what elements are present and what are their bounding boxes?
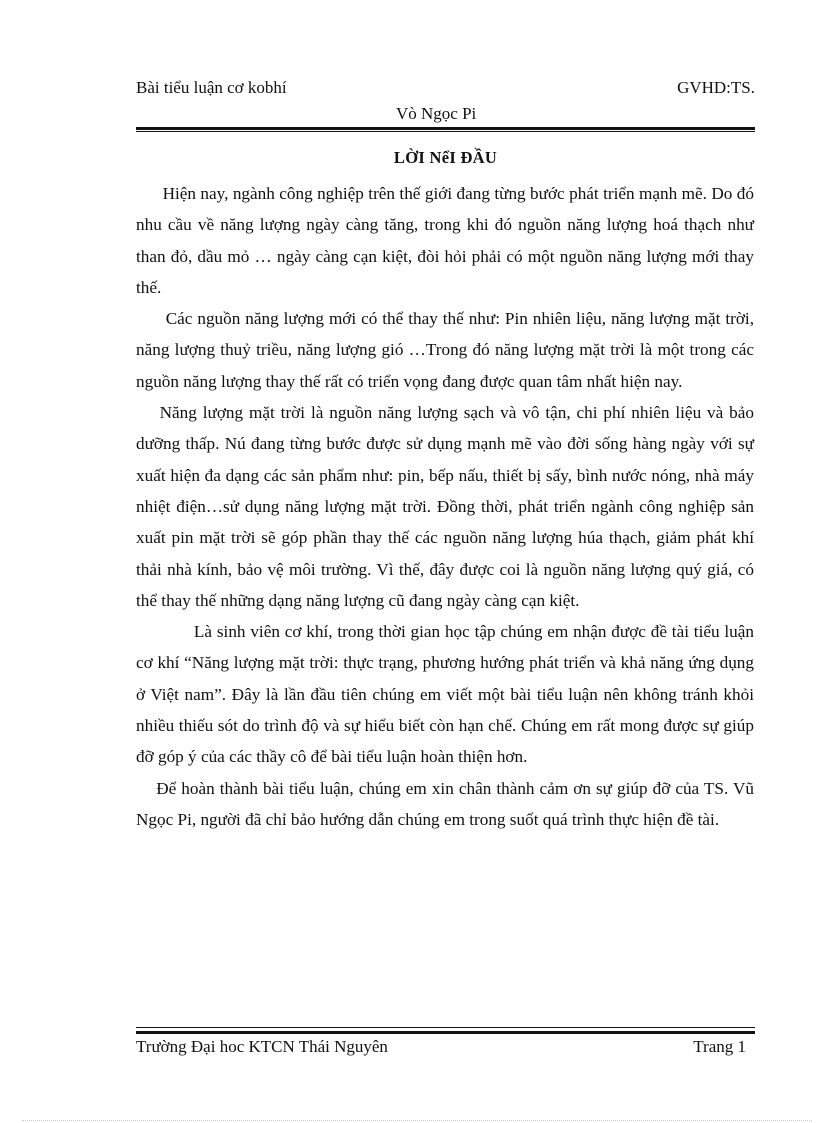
paragraph: Để hoàn thành bài tiểu luận, chúng em xin chân thành cảm ơn sự giúp đỡ của TS. Vũ Ngọc Pi, người đã chỉ bảo hướng dẫn chúng em trong suốt quá trình thực hiện đề tài. <box>136 778 755 829</box>
page-header <box>136 78 755 102</box>
document-body <box>136 178 754 835</box>
paragraph: Hiện nay, ngành công nghiệp trên thế giới đang từng bước phát triển mạnh mẽ. Do đó nhu cầu về năng lượng ngày càng tăng, trong khi đó nguồn năng lượng hoá thạch như than đỏ, dầu mỏ … ngày càng cạn kiệt, đòi hỏi phải có một nguồn năng lượng mới thay thế. <box>136 184 754 297</box>
header-left-text: Bài tiểu luận cơ kobhí <box>136 78 287 97</box>
header-rule <box>136 127 755 130</box>
paragraph: Các nguồn năng lượng mới có thể thay thế như: Pin nhiên liệu, năng lượng mặt trời, năng lượng thuỷ triều, năng lượng gió …Trong đó năng lượng mặt trời là một trong các nguồn năng lượng thay thế rất có triển vọng đang được quan tâm nhất hiện nay. <box>136 309 755 391</box>
header-right-text: GVHD:TS. <box>677 78 755 97</box>
paragraph: Năng lượng mặt trời là nguồn năng lượng sạch và vô tận, chi phí nhiên liệu và bảo dưỡng thấp. Nú đang từng bước được sử dụng mạnh mẽ vào đời sống hàng ngày với sự xuất hiện đa dạng các sản phẩm như: pin, bếp nấu, thiết bị sấy, bình nước nóng, nhà máy nhiệt điện…sử dụng năng lượng mặt trời. Đồng thời, phát triển ngành công nghiệp sản xuất pin mặt trời sẽ góp phần thay thế các nguồn năng lượng húa thạch, giảm phát khí thải nhà kính, bảo vệ môi trường. Vì thế, đây được coi là nguồn năng lượng quý giá, có thể thay thế những dạng năng lượng cũ đang ngày càng cạn kiệt. <box>136 403 754 610</box>
paragraph: Là sinh viên cơ khí, trong thời gian học tập chúng em nhận được đề tài tiểu luận cơ khí “Năng lượng mặt trời: thực trạng, phương hướng phát triển và khả năng ứng dụng ở Việt nam”. Đây là lần đầu tiên chúng em viết một bài tiểu luận nên không tránh khỏi nhiều thiếu sót do trình độ và sự hiểu biết còn hạn chế. Chúng em rất mong được sự giúp đỡ góp ý của các thầy cô để bài tiểu luận hoàn thiện hơn. <box>136 622 754 767</box>
footer-rule <box>136 1031 755 1034</box>
footer-left-text: Trường Đại hoc KTCN Thái Nguyên <box>136 1037 388 1056</box>
document-title: LỜI NểI ĐẦU <box>393 148 498 167</box>
page-footer <box>136 1037 746 1061</box>
page-edge <box>22 1120 812 1121</box>
header-sub-text: Vò Ngọc Pi <box>396 104 477 123</box>
header-rule-thin <box>136 131 755 132</box>
page-number: Trang 1 <box>693 1037 746 1056</box>
footer-rule-thin <box>136 1027 755 1028</box>
